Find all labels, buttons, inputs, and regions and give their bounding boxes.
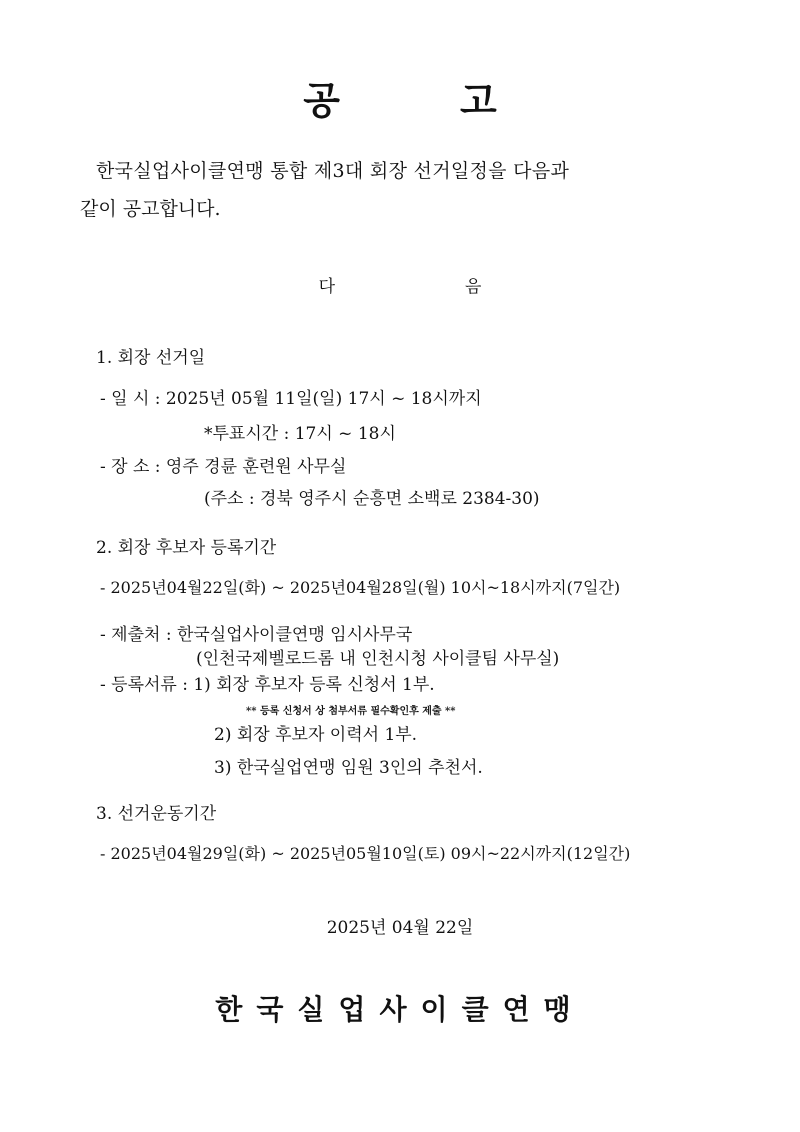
title-char-right: 고 bbox=[460, 78, 497, 123]
section1-heading: 1. 회장 선거일 bbox=[96, 348, 206, 368]
organization-name: 한국실업사이클연맹 bbox=[215, 993, 585, 1026]
section2-heading: 2. 회장 후보자 등록기간 bbox=[96, 538, 277, 558]
section-marker bbox=[0, 279, 800, 296]
title-char-left: 공 bbox=[303, 78, 340, 123]
section2-docs-1: - 등록서류 : 1) 회장 후보자 등록 신청서 1부. bbox=[100, 675, 435, 695]
section2-docs-note: ** 등록 신청서 상 첨부서류 필수확인후 제출 ** bbox=[246, 706, 456, 717]
section2-submit-to: - 제출처 : 한국실업사이클연맹 임시사무국 bbox=[100, 625, 413, 645]
section1-place: - 장 소 : 영주 경륜 훈련원 사무실 bbox=[100, 457, 347, 477]
section3-period: - 2025년04월29일(화) ~ 2025년05월10일(토) 09시~22시까지(12일간) bbox=[100, 844, 631, 863]
intro-line-2: 같이 공고합니다. bbox=[80, 198, 221, 220]
intro-line-1: 한국실업사이클연맹 통합 제3대 회장 선거일정을 다음과 bbox=[96, 160, 570, 182]
section3-heading: 3. 선거운동기간 bbox=[96, 804, 217, 824]
marker-char-right: 음 bbox=[465, 277, 482, 297]
notice-date: 2025년 04월 22일 bbox=[326, 918, 474, 938]
section1-address: (주소 : 경북 영주시 순흥면 소백로 2384-30) bbox=[204, 489, 540, 509]
section2-docs-3: 3) 한국실업연맹 임원 3인의 추천서. bbox=[214, 758, 483, 778]
section2-period: - 2025년04월22일(화) ~ 2025년04월28일(월) 10시~18시까지(7일간) bbox=[100, 578, 621, 597]
marker-char-left: 다 bbox=[318, 277, 335, 297]
section1-vote-time: *투표시간 : 17시 ~ 18시 bbox=[204, 424, 396, 444]
notice-title bbox=[0, 78, 800, 123]
section2-submit-to-detail: (인천국제벨로드롬 내 인천시청 사이클팀 사무실) bbox=[196, 649, 560, 669]
section1-datetime: - 일 시 : 2025년 05월 11일(일) 17시 ~ 18시까지 bbox=[100, 389, 482, 409]
section2-docs-2: 2) 회장 후보자 이력서 1부. bbox=[214, 725, 418, 745]
